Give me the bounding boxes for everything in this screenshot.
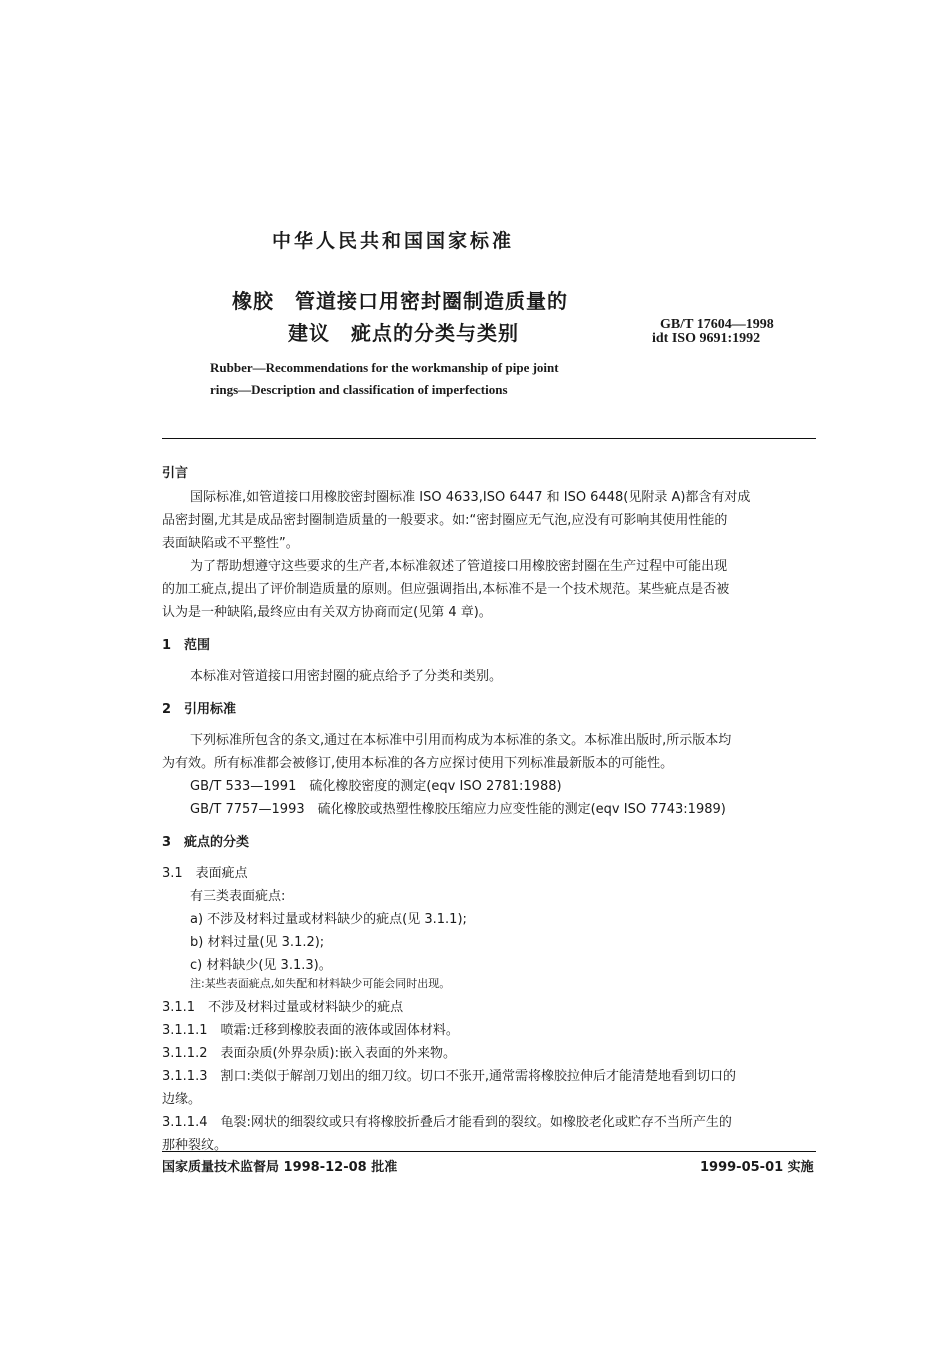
approval-date: 国家质量技术监督局 1998-12-08 批准 — [162, 1160, 398, 1175]
english-title-line-1: Rubber—Recommendations for the workmanship of pipe joint — [210, 360, 559, 375]
section-1-text: 本标准对管道接口用密封圈的疵点给予了分类和类别。 — [190, 669, 503, 684]
reference-gb-t-533: GB/T 533—1991 硫化橡胶密度的测定(eqv ISO 2781:1988) — [190, 779, 562, 794]
section-3-1-1-2: 3.1.1.2 表面杂质(外界杂质):嵌入表面的外来物。 — [162, 1046, 457, 1061]
section-1-heading: 1 范围 — [162, 638, 211, 653]
intro-p2-line2: 的加工疵点,提出了评价制造质量的原则。但应强调指出,本标准不是一个技术规范。某些疵点是否被 — [162, 582, 730, 597]
section-3-1-intro: 有三类表面疵点: — [190, 889, 286, 904]
section-3-1-1-3-line2: 边缘。 — [162, 1092, 202, 1107]
section-3-1-1-4-line2: 那种裂纹。 — [162, 1138, 228, 1153]
chinese-title-line-2: 建议 疵点的分类与类别 — [288, 321, 519, 345]
reference-gb-t-7757: GB/T 7757—1993 硫化橡胶或热塑性橡胶压缩应力应变性能的测定(eqv ISO 7743:1989) — [190, 802, 726, 817]
intro-p2-line3: 认为是一种缺陷,最终应由有关双方协商而定(见第 4 章)。 — [162, 605, 492, 620]
section-3-1-1-3-line1: 3.1.1.3 割口:类似于解剖刀划出的细刀纹。切口不张开,通常需将橡胶拉伸后才能清楚地看到切口的 — [162, 1069, 736, 1084]
section-3-heading: 3 疵点的分类 — [162, 835, 250, 850]
section-3-1-item-b: b) 材料过量(见 3.1.2); — [190, 935, 325, 950]
section-3-1-note: 注:某些表面疵点,如失配和材料缺少可能会同时出现。 — [190, 977, 451, 990]
english-title-line-2: rings—Description and classification of imperfections — [210, 382, 508, 397]
idt-number: idt ISO 9691:1992 — [652, 331, 761, 346]
intro-p1-line3: 表面缺陷或不平整性”。 — [162, 536, 299, 551]
footer-divider — [162, 1151, 816, 1152]
section-2-p1-line1: 下列标准所包含的条文,通过在本标准中引用而构成为本标准的条文。本标准出版时,所示版本均 — [190, 733, 732, 748]
section-3-1-item-c: c) 材料缺少(见 3.1.3)。 — [190, 958, 332, 973]
header-divider — [162, 438, 816, 439]
intro-p1-line2: 品密封圈,尤其是成品密封圈制造质量的一般要求。如:“密封圈应无气泡,应没有可影响其使用性能的 — [162, 513, 728, 528]
section-3-1-item-a: a) 不涉及材料过量或材料缺少的疵点(见 3.1.1); — [190, 912, 467, 927]
section-2-heading: 2 引用标准 — [162, 702, 237, 717]
section-3-1-1-1: 3.1.1.1 喷霜:迁移到橡胶表面的液体或固体材料。 — [162, 1023, 459, 1038]
intro-p2-line1: 为了帮助想遵守这些要求的生产者,本标准叙述了管道接口用橡胶密封圈在生产过程中可能出现 — [190, 559, 728, 574]
section-3-1-1-heading: 3.1.1 不涉及材料过量或材料缺少的疵点 — [162, 1000, 404, 1015]
section-3-1-1-4-line1: 3.1.1.4 龟裂:网状的细裂纹或只有将橡胶折叠后才能看到的裂纹。如橡胶老化或贮存不当所产生的 — [162, 1115, 732, 1130]
standard-number: GB/T 17604—1998 — [660, 317, 774, 332]
intro-heading: 引言 — [162, 466, 189, 481]
national-standard-title: 中华人民共和国国家标准 — [272, 230, 515, 252]
section-2-p1-line2: 为有效。所有标准都会被修订,使用本标准的各方应探讨使用下列标准最新版本的可能性。 — [162, 756, 674, 771]
intro-p1-line1: 国际标准,如管道接口用橡胶密封圈标准 ISO 4633,ISO 6447 和 ISO 6448(见附录 A)都含有对成 — [190, 490, 751, 505]
section-3-1-heading: 3.1 表面疵点 — [162, 866, 248, 881]
chinese-title-line-1: 橡胶 管道接口用密封圈制造质量的 — [232, 289, 568, 313]
effective-date: 1999-05-01 实施 — [700, 1160, 814, 1175]
